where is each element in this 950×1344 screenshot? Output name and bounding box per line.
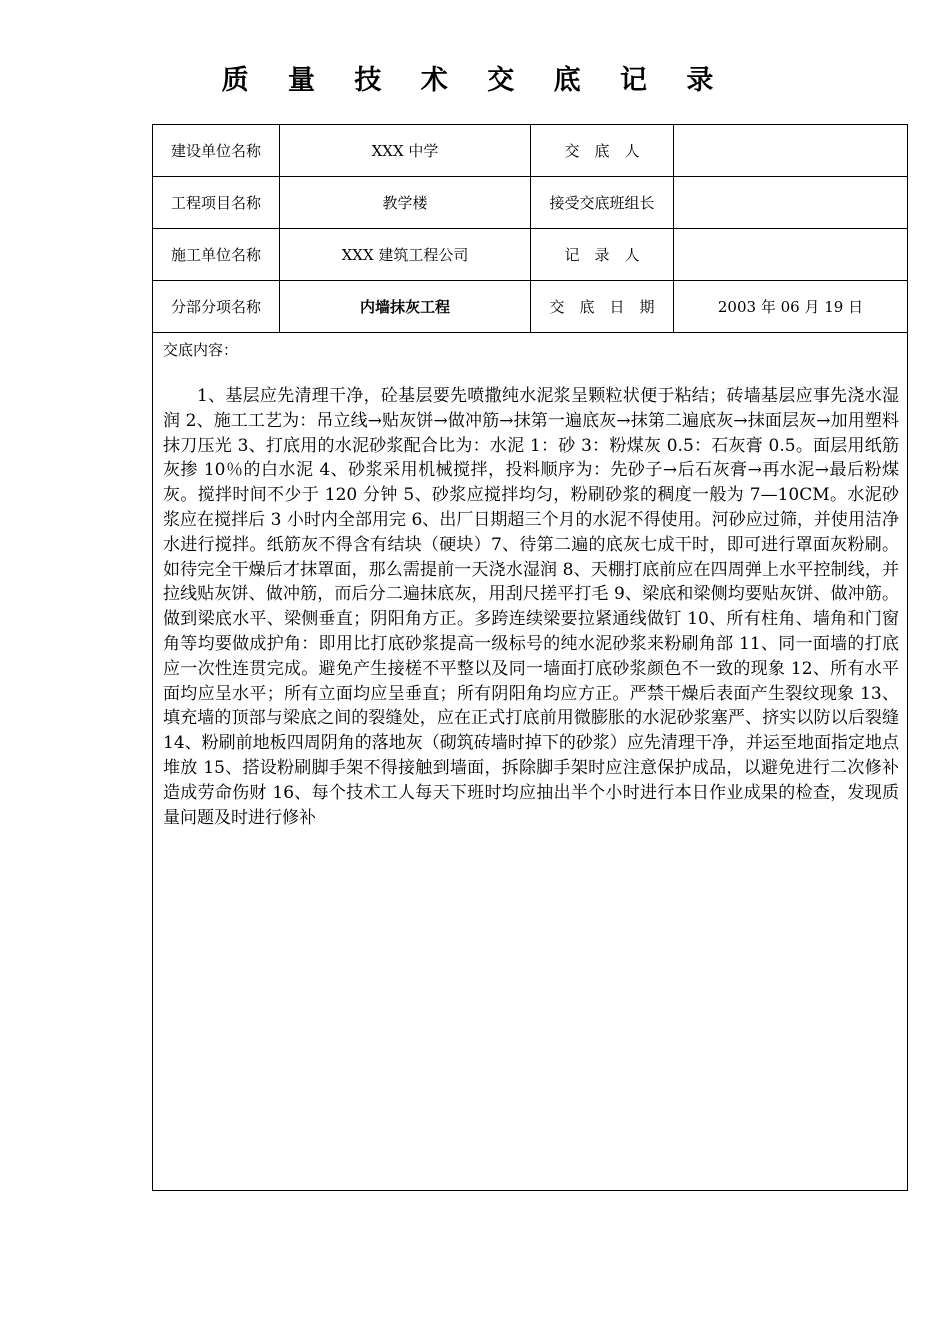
value-recorder: [674, 229, 908, 281]
value-project-name: 教学楼: [280, 177, 531, 229]
row-construction-unit: [153, 125, 908, 177]
record-table: [152, 124, 908, 1191]
label-briefer: 交 底 人: [531, 125, 674, 177]
value-subdivision: 内墙抹灰工程: [280, 281, 531, 333]
row-subdivision: [153, 281, 908, 333]
row-content: [153, 333, 908, 1191]
row-contractor: [153, 229, 908, 281]
label-construction-unit: 建设单位名称: [153, 125, 280, 177]
content-body: 1、基层应先清理干净，砼基层要先喷撒纯水泥浆呈颗粒状便于粘结；砖墙基层应事先浇水湿润 2、施工工艺为：吊立线→贴灰饼→做冲筋→抹第一遍底灰→抹第二遍底灰→抹面层灰→加用塑料抹刀压光 3、打底用的水泥砂浆配合比为：水泥 1：砂 3：粉煤灰 0.5：石灰膏 0.5。面层用纸筋灰掺 10％的白水泥 4、砂浆采用机械搅拌，投料顺序为：先砂子→后石灰膏→再水泥→最后粉煤灰。搅拌时间不少于 120 分钟 5、砂浆应搅拌均匀，粉刷砂浆的稠度一般为 7—10CM。水泥砂浆应在搅拌后 3 小时内全部用完 6、出厂日期超三个月的水泥不得使用。河砂应过筛，并使用洁净水进行搅拌。纸筋灰不得含有结块（硬块）7、待第二遍的底灰七成干时，即可进行罩面灰粉刷。如待完全干燥后才抹罩面，那么需提前一天浇水湿润 8、天棚打底前应在四周弹上水平控制线，并拉线贴灰饼、做冲筋，而后分二遍抹底灰，用刮尺搓平打毛 9、梁底和梁侧均要贴灰饼、做冲筋。做到梁底水平、梁侧垂直；阴阳角方正。多跨连续梁要拉紧通线做钉 10、所有柱角、墙角和门窗角等均要做成护角：即用比打底砂浆提高一级标号的纯水泥砂浆来粉刷角部 11、同一面墙的打底应一次性连贯完成。避免产生接槎不平整以及同一墙面打底砂浆颜色不一致的现象 12、所有水平面均应呈水平；所有立面均应呈垂直；所有阴阳角均应方正。严禁干燥后表面产生裂纹现象 13、填充墙的顶部与梁底之间的裂缝处，应在正式打底前用微膨胀的水泥砂浆塞严、挤实以防以后裂缝 14、粉刷前地板四周阴角的落地灰（砌筑砖墙时掉下的砂浆）应先清理干净，并运至地面指定地点堆放 15、搭设粉刷脚手架不得接触到墙面，拆除脚手架时应注意保护成品，以避免进行二次修补造成劳命伤财 16、每个技术工人每天下班时均应抽出半个小时进行本日作业成果的检查，发现质量问题及时进行修补: [163, 386, 899, 828]
label-team-leader: 接受交底班组长: [531, 177, 674, 229]
label-contractor: 施工单位名称: [153, 229, 280, 281]
value-brief-date: 2003 年 06 月 19 日: [674, 281, 908, 333]
label-subdivision: 分部分项名称: [153, 281, 280, 333]
value-briefer: [674, 125, 908, 177]
value-team-leader: [674, 177, 908, 229]
label-project-name: 工程项目名称: [153, 177, 280, 229]
document-title: 质 量 技 术 交 底 记 录: [221, 65, 729, 96]
content-label: 交底内容：: [163, 341, 239, 359]
row-project-name: [153, 177, 908, 229]
label-brief-date: 交 底 日 期: [531, 281, 674, 333]
content-cell: [153, 333, 908, 1191]
label-recorder: 记 录 人: [531, 229, 674, 281]
value-construction-unit: XXX 中学: [280, 125, 531, 177]
value-contractor: XXX 建筑工程公司: [280, 229, 531, 281]
